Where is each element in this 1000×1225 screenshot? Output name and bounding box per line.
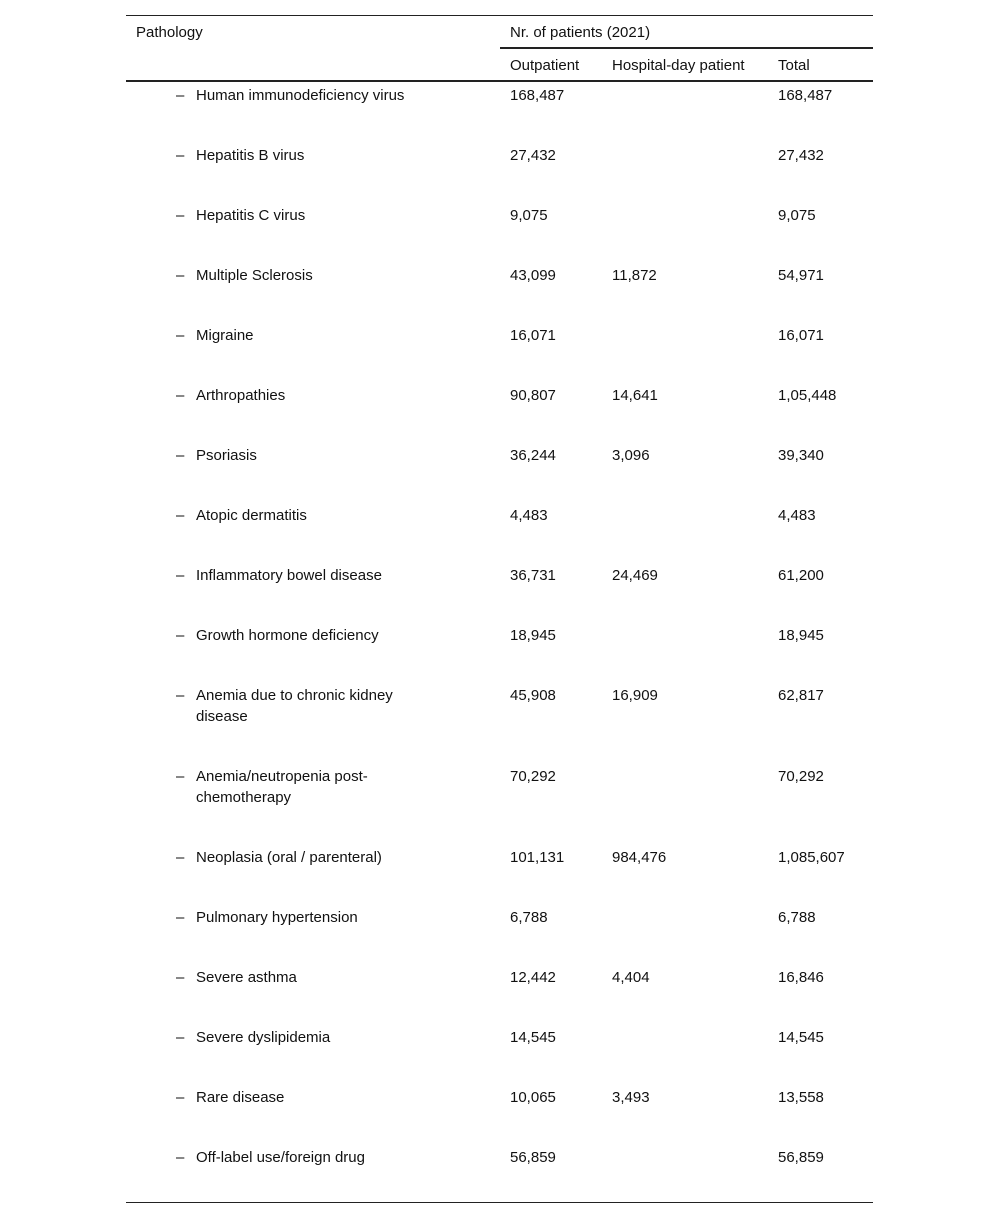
dash-bullet: – [176, 1028, 185, 1046]
table-row [126, 1144, 873, 1203]
outpatient-cell: 70,292 [510, 767, 556, 785]
total-cell: 70,292 [778, 767, 824, 785]
outpatient-cell: 168,487 [510, 86, 565, 104]
outpatient-cell: 36,244 [510, 446, 556, 464]
pathology-cell [126, 202, 500, 262]
total-cell: 13,558 [778, 1088, 824, 1106]
table-row [126, 142, 873, 202]
hospital-day-cell [612, 1024, 778, 1084]
total-cell: 14,545 [778, 1028, 824, 1046]
pathology-name: Anemia due to chronic kidney disease [196, 686, 393, 725]
dash-bullet: – [176, 1148, 185, 1166]
pathology-name: Atopic dermatitis [196, 506, 307, 524]
dash-bullet: – [176, 386, 185, 404]
total-cell: 168,487 [778, 86, 833, 104]
pathology-cell [126, 964, 500, 1024]
dash-bullet: – [176, 326, 185, 344]
pathology-name: Severe asthma [196, 968, 297, 986]
outpatient-cell: 4,483 [510, 506, 548, 524]
header-empty [126, 48, 500, 81]
header-outpatient: Outpatient [500, 48, 612, 81]
dash-bullet: – [176, 506, 185, 524]
total-cell: 39,340 [778, 446, 824, 464]
hospital-day-cell: 24,469 [612, 566, 658, 584]
dash-bullet: – [176, 566, 185, 584]
table-row [126, 763, 873, 844]
dash-bullet: – [176, 848, 185, 866]
total-cell: 18,945 [778, 626, 824, 644]
outpatient-cell: 90,807 [510, 386, 556, 404]
total-cell: 9,075 [778, 206, 816, 224]
pathology-name: Severe dyslipidemia [196, 1028, 331, 1046]
hospital-day-cell [612, 202, 778, 262]
pathology-cell [126, 382, 500, 442]
pathology-name: Hepatitis B virus [196, 146, 305, 164]
hospital-day-cell: 3,096 [612, 446, 650, 464]
table-row [126, 562, 873, 622]
table-row [126, 904, 873, 964]
header-pathology: Pathology [136, 24, 203, 41]
header-hospital-day: Hospital-day patient [612, 48, 778, 81]
hospital-day-cell: 3,493 [612, 1088, 650, 1106]
patients-table [126, 15, 873, 1203]
pathology-cell [126, 1084, 500, 1144]
hospital-day-cell: 984,476 [612, 848, 667, 866]
pathology-cell [126, 81, 500, 142]
total-cell: 4,483 [778, 506, 816, 524]
hospital-day-cell [612, 142, 778, 202]
outpatient-cell: 27,432 [510, 146, 556, 164]
outpatient-cell: 9,075 [510, 206, 548, 224]
pathology-name: Growth hormone deficiency [196, 626, 379, 644]
pathology-cell [126, 844, 500, 904]
pathology-name: Anemia/neutropenia post-chemotherapy [196, 767, 368, 806]
dash-bullet: – [176, 206, 185, 224]
outpatient-cell: 101,131 [510, 848, 565, 866]
pathology-name: Neoplasia (oral / parenteral) [196, 848, 382, 866]
total-cell: 27,432 [778, 146, 824, 164]
pathology-name: Inflammatory bowel disease [196, 566, 382, 584]
dash-bullet: – [176, 968, 185, 986]
pathology-name: Psoriasis [196, 446, 257, 464]
pathology-cell [126, 682, 500, 763]
table-row [126, 322, 873, 382]
pathology-name: Rare disease [196, 1088, 285, 1106]
total-cell: 16,071 [778, 326, 824, 344]
table-row [126, 442, 873, 502]
hospital-day-cell [612, 322, 778, 382]
total-cell: 54,971 [778, 266, 824, 284]
table-row [126, 622, 873, 682]
header-total: Total [778, 48, 873, 81]
outpatient-cell: 45,908 [510, 686, 556, 704]
pathology-cell [126, 322, 500, 382]
table-row [126, 682, 873, 763]
pathology-cell [126, 763, 500, 844]
pathology-cell [126, 262, 500, 322]
hospital-day-cell [612, 81, 778, 142]
dash-bullet: – [176, 908, 185, 926]
hospital-day-cell [612, 763, 778, 844]
pathology-cell [126, 1024, 500, 1084]
pathology-name: Migraine [196, 326, 254, 344]
pathology-name: Human immunodeficiency virus [196, 86, 405, 104]
outpatient-cell: 12,442 [510, 968, 556, 986]
pathology-name: Off-label use/foreign drug [196, 1148, 365, 1166]
dash-bullet: – [176, 626, 185, 644]
pathology-cell [126, 142, 500, 202]
total-cell: 1,05,448 [778, 386, 837, 404]
table-row [126, 1024, 873, 1084]
pathology-name: Multiple Sclerosis [196, 266, 313, 284]
header-patients-group: Nr. of patients (2021) [500, 16, 873, 48]
pathology-cell [126, 904, 500, 964]
dash-bullet: – [176, 686, 185, 704]
hospital-day-cell: 11,872 [612, 266, 657, 284]
pathology-name: Pulmonary hypertension [196, 908, 358, 926]
dash-bullet: – [176, 266, 185, 284]
outpatient-cell: 43,099 [510, 266, 556, 284]
pathology-cell [126, 442, 500, 502]
table-row [126, 262, 873, 322]
total-cell: 1,085,607 [778, 848, 845, 866]
outpatient-cell: 36,731 [510, 566, 556, 584]
total-cell: 56,859 [778, 1144, 873, 1203]
table-row [126, 844, 873, 904]
dash-bullet: – [176, 1088, 185, 1106]
outpatient-cell: 16,071 [510, 326, 556, 344]
pathology-cell [126, 562, 500, 622]
dash-bullet: – [176, 446, 185, 464]
total-cell: 61,200 [778, 566, 824, 584]
dash-bullet: – [176, 146, 185, 164]
hospital-day-cell: 14,641 [612, 386, 658, 404]
total-cell: 16,846 [778, 968, 824, 986]
pathology-name: Hepatitis C virus [196, 206, 306, 224]
outpatient-cell: 14,545 [510, 1028, 556, 1046]
hospital-day-cell: 16,909 [612, 686, 658, 704]
hospital-day-cell [612, 1144, 778, 1203]
dash-bullet: – [176, 767, 185, 785]
outpatient-cell: 56,859 [500, 1144, 612, 1203]
hospital-day-cell [612, 502, 778, 562]
outpatient-cell: 18,945 [510, 626, 556, 644]
table-row [126, 382, 873, 442]
table-row [126, 964, 873, 1024]
hospital-day-cell: 4,404 [612, 968, 650, 986]
outpatient-cell: 10,065 [510, 1088, 556, 1106]
pathology-cell [126, 1144, 500, 1203]
pathology-cell [126, 502, 500, 562]
table-row [126, 502, 873, 562]
dash-bullet: – [176, 86, 185, 104]
pathology-name: Arthropathies [196, 386, 286, 404]
table-row [126, 81, 873, 142]
pathology-cell [126, 622, 500, 682]
table-row [126, 1084, 873, 1144]
hospital-day-cell [612, 904, 778, 964]
outpatient-cell: 6,788 [510, 908, 548, 926]
total-cell: 6,788 [778, 908, 816, 926]
table-row [126, 202, 873, 262]
total-cell: 62,817 [778, 686, 824, 704]
hospital-day-cell [612, 622, 778, 682]
